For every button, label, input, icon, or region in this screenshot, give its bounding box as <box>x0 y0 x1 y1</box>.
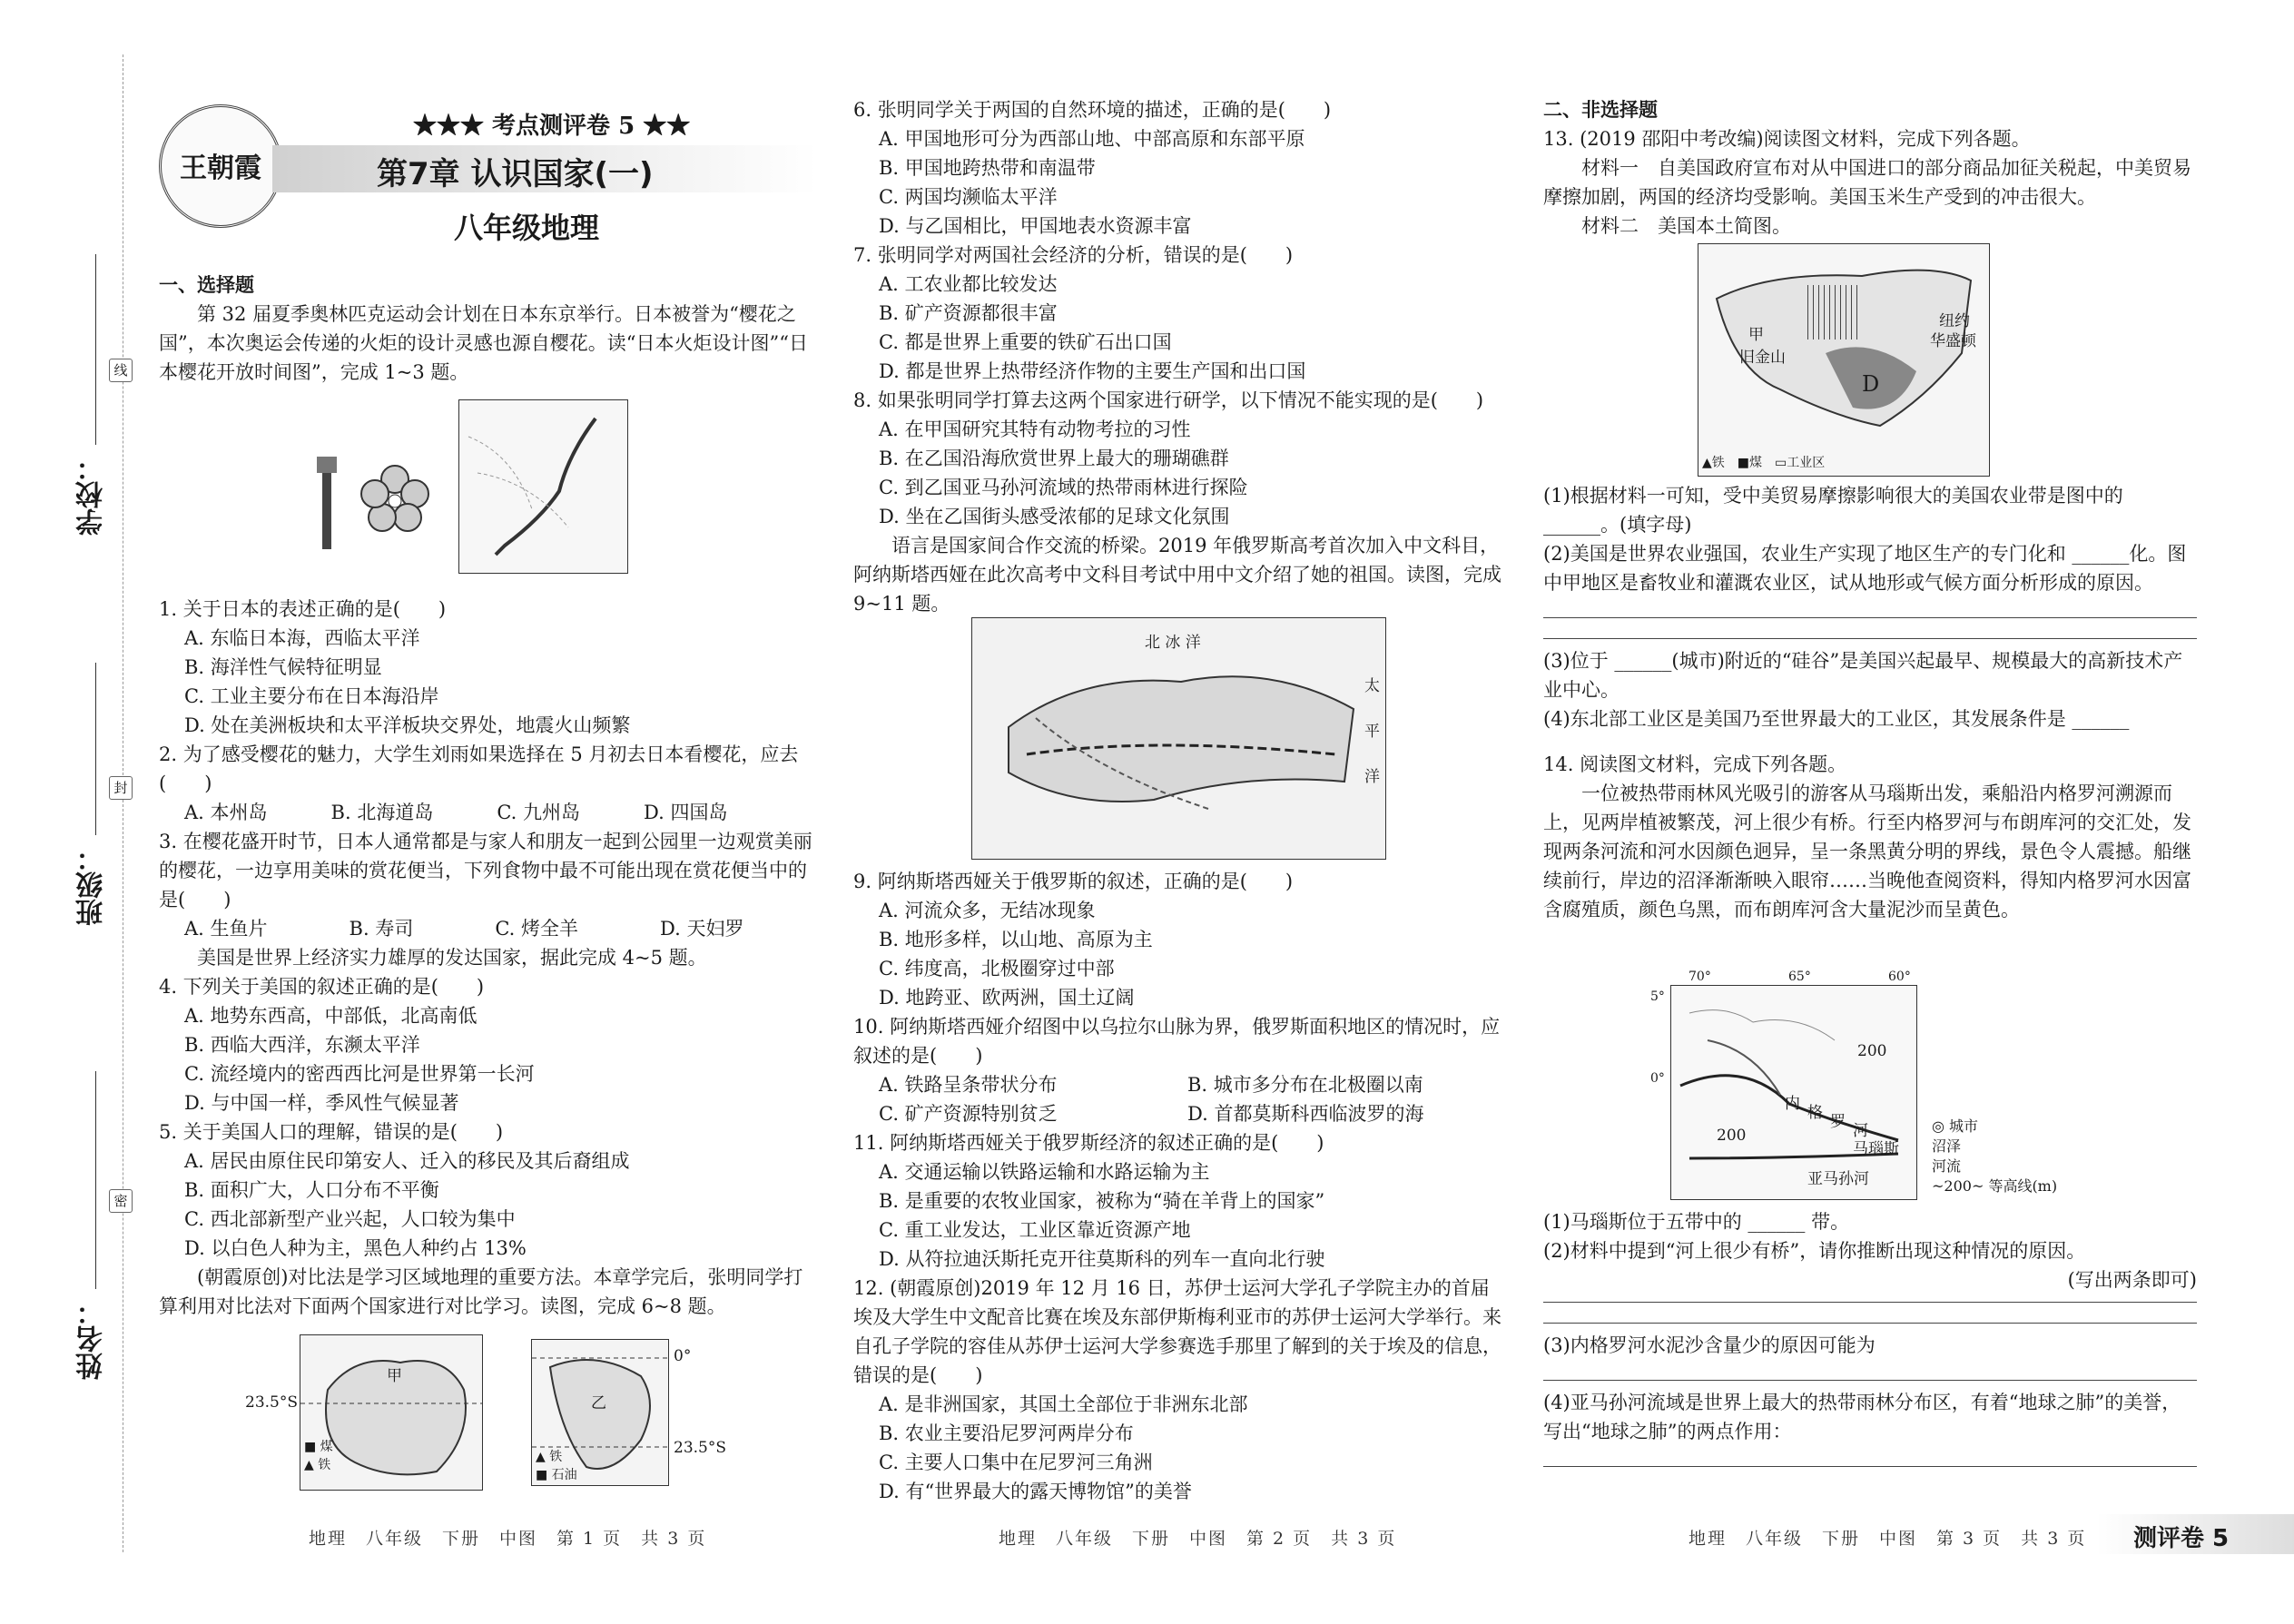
logo-text: 王朝霞 <box>180 153 261 184</box>
series-title: ★★★ 考点测评卷 5 ★★ <box>413 113 691 140</box>
q7-a[interactable]: A. 工农业都比较发达 <box>879 273 1058 295</box>
column-1-questions <box>159 595 812 1321</box>
label-pacific-2: 平 <box>1364 723 1380 741</box>
test-badge <box>2097 1514 2294 1554</box>
am-lat-0: 0° <box>1650 1071 1665 1086</box>
class-label: 班级： <box>76 844 108 926</box>
q6-c[interactable]: C. 两国均濒临太平洋 <box>879 186 1058 208</box>
q1-d[interactable]: D. 处在美洲板块和太平洋板块交界处，地震火山频繁 <box>184 714 631 736</box>
seal-secret: 密 <box>109 1189 133 1213</box>
answer-line[interactable] <box>1543 638 2197 639</box>
column-2 <box>853 95 1507 618</box>
q14-2-note: (写出两条即可) <box>2067 1269 2197 1291</box>
q5-a[interactable]: A. 居民由原住民印第安人、迁入的移民及其后裔组成 <box>184 1150 630 1172</box>
q10-options <box>853 1070 1507 1128</box>
section-nonchoice: 二、非选择题 <box>1543 98 1658 121</box>
q13-2: (2)美国是世界农业强国，农业生产实现了地区生产的专门化和 ______化。图中甲地区是畜牧业和灌溉农业区，试从地形或气候方面分析形成的原因。 <box>1543 543 2187 594</box>
footer-page-3: 地理 八年级 下册 中图 第 3 页 共 3 页 <box>1689 1529 2087 1549</box>
sakura-figure <box>359 463 431 536</box>
q1-b[interactable]: B. 海洋性气候特征明显 <box>184 656 382 678</box>
am-river-1: 内 <box>1785 1095 1800 1113</box>
label-pacific-1: 太 <box>1364 677 1380 695</box>
q1-a[interactable]: A. 东临日本海，西临太平洋 <box>184 627 420 649</box>
q14-3: (3)内格罗河水泥沙含量少的原因可能为 <box>1543 1334 1876 1356</box>
q3-b[interactable]: B. 寿司 <box>349 918 414 940</box>
usa-ny: 纽约 <box>1939 312 1970 330</box>
am-river-4: 河 <box>1853 1122 1868 1140</box>
lat-right: 23.5°S <box>674 1439 726 1457</box>
column-3-q13 <box>1543 481 2197 924</box>
q14-1: (1)马瑙斯位于五带中的 ______ 带。 <box>1543 1211 1850 1233</box>
q7: 7. 张明同学对两国社会经济的分析，错误的是( ) <box>853 244 1294 266</box>
q6-b[interactable]: B. 甲国地跨热带和南温带 <box>879 157 1096 179</box>
test-badge-label: 测评卷 5 <box>2133 1525 2230 1552</box>
column-3-q14 <box>1543 1207 2197 1474</box>
column-2-lower <box>853 867 1507 1506</box>
intro-russia: 语言是国家间合作交流的桥梁。2019 年俄罗斯高考首次加入中文科目，阿纳斯塔西娅在此次高考中文科目考试中用中文介绍了她的祖国。读图，完成 9~11 题。 <box>853 535 1501 615</box>
q4-d[interactable]: D. 与中国一样，季风性气候显著 <box>184 1092 459 1114</box>
section-choice: 一、选择题 <box>159 273 254 296</box>
q12-b[interactable]: B. 农业主要沿尼罗河两岸分布 <box>879 1422 1134 1444</box>
q10: 10. 阿纳斯塔西娅介绍图中以乌拉尔山脉为界，俄罗斯面积地区的情况时，应叙述的是( ) <box>853 1016 1501 1067</box>
am-manaus: 马瑙斯 <box>1853 1140 1899 1158</box>
zero-lat: 0° <box>674 1347 692 1365</box>
q11-a[interactable]: A. 交通运输以铁路运输和水路运输为主 <box>879 1161 1210 1183</box>
brazil-map <box>531 1339 669 1486</box>
amazon-map <box>1670 985 1917 1200</box>
am-contour-2: 200 <box>1857 1042 1887 1060</box>
chapter-title: 第7章 认识国家(一) <box>377 156 654 192</box>
school-blank <box>95 254 96 445</box>
label-pacific-3: 洋 <box>1364 768 1380 786</box>
footer-page-1: 地理 八年级 下册 中图 第 1 页 共 3 页 <box>309 1529 707 1549</box>
q1-c[interactable]: C. 工业主要分布在日本海沿岸 <box>184 685 439 707</box>
q14-2: (2)材料中提到“河上很少有桥”，请你推断出现这种情况的原因。 <box>1543 1240 2086 1262</box>
label-arctic: 北 冰 洋 <box>1145 634 1201 652</box>
map-jia: 甲 <box>387 1367 402 1385</box>
answer-line[interactable] <box>1543 1302 2197 1303</box>
q6-d[interactable]: D. 与乙国相比，甲国地表水资源丰富 <box>879 215 1192 237</box>
q8-d[interactable]: D. 坐在乙国街头感受浓郁的足球文化氛围 <box>879 506 1230 527</box>
q3-d[interactable]: D. 天妇罗 <box>660 918 744 940</box>
q14: 14. 阅读图文材料，完成下列各题。 <box>1543 753 1847 775</box>
q9-b[interactable]: B. 地形多样，以山地、高原为主 <box>879 929 1153 950</box>
q13: 13. (2019 邵阳中考改编)阅读图文材料，完成下列各题。 <box>1543 128 2031 150</box>
q3-options <box>159 914 812 943</box>
q14-passage: 一位被热带雨林风光吸引的游客从马瑙斯出发，乘船沿内格罗河溯源而上，见两岸植被繁茂，河上很少有桥。行至内格罗河与布朗库河的交汇处，发现两条河流和河水因颜色迥异，呈一条黑黄分明的界线，景色令人震撼。船继续前行，岸边的沼泽渐渐映入眼帘……当晚他查阅资料，得知内格罗河水因富含腐殖质，颜色乌黑，而布朗库河含大量泥沙而呈黄色。 <box>1543 782 2191 920</box>
q2-b[interactable]: B. 北海道岛 <box>330 802 434 823</box>
column-3 <box>1543 95 2197 241</box>
q3-c[interactable]: C. 烤全羊 <box>495 918 578 940</box>
footer-page-2: 地理 八年级 下册 中图 第 2 页 共 3 页 <box>999 1529 1397 1549</box>
q10-a[interactable]: A. 铁路呈条带状分布 <box>879 1074 1058 1096</box>
subject-title: 八年级地理 <box>454 211 600 245</box>
lat-left: 23.5°S <box>245 1393 298 1412</box>
intro-1: 第 32 届夏季奥林匹克运动会计划在日本东京举行。日本被誉为“樱花之国”，本次奥运会传递的火炬的设计灵感也源自樱花。读“日本火炬设计图”“日本樱花开放时间图”，完成 1~3 题。 <box>159 303 808 383</box>
q5-b[interactable]: B. 面积广大，人口分布不平衡 <box>184 1179 439 1201</box>
q2-a[interactable]: A. 本州岛 <box>184 802 268 823</box>
q2-c[interactable]: C. 九州岛 <box>497 802 580 823</box>
q5-d[interactable]: D. 以白色人种为主，黑色人种约占 13% <box>184 1237 527 1259</box>
name-label: 姓名： <box>76 1298 108 1380</box>
torch-figure <box>313 449 340 558</box>
q9-d[interactable]: D. 地跨亚、欧两洲，国土辽阔 <box>879 987 1135 1009</box>
name-blank <box>95 1071 96 1289</box>
q11-c[interactable]: C. 重工业发达，工业区靠近资源产地 <box>879 1219 1191 1241</box>
usa-map <box>1698 243 1990 477</box>
q3: 3. 在樱花盛开时节，日本人通常都是与家人和朋友一起到公园里一边观赏美丽的樱花，一边享用美味的赏花便当，下列食物中最不可能出现在赏花便当中的是( ) <box>159 831 812 910</box>
q11: 11. 阿纳斯塔西娅关于俄罗斯经济的叙述正确的是( ) <box>853 1132 1324 1154</box>
q4: 4. 下列关于美国的叙述正确的是( ) <box>159 976 485 998</box>
answer-line[interactable] <box>1543 1380 2197 1381</box>
australia-map <box>300 1334 483 1491</box>
q4-b[interactable]: B. 西临大西洋，东濒太平洋 <box>184 1034 420 1056</box>
seal-line: 线 <box>109 359 133 382</box>
am-contour-1: 200 <box>1717 1127 1747 1145</box>
q4-a[interactable]: A. 地势东西高，中部低，北高南低 <box>184 1005 478 1027</box>
am-river-2: 格 <box>1807 1104 1823 1122</box>
answer-line[interactable] <box>1543 1466 2197 1467</box>
q13-1: (1)根据材料一可知，受中美贸易摩擦影响很大的美国农业带是图中的 ______。(填字母) <box>1543 485 2123 536</box>
q13-material-2: 材料二 美国本土简图。 <box>1581 215 1791 237</box>
q8-b[interactable]: B. 在乙国沿海欣赏世界上最大的珊瑚礁群 <box>879 448 1229 469</box>
am-river-3: 罗 <box>1830 1113 1846 1131</box>
q13-4: (4)东北部工业区是美国乃至世界最大的工业区，其发展条件是 ______ <box>1543 708 2130 730</box>
school-label: 学校： <box>76 454 108 536</box>
japan-sakura-map <box>458 399 628 574</box>
q8: 8. 如果张明同学打算去这两个国家进行研学，以下情况不能实现的是( ) <box>853 389 1484 411</box>
q13-3: (3)位于 ______(城市)附近的“硅谷”是美国兴起最早、规模最大的高新技术产业中心。 <box>1543 650 2183 701</box>
am-legend: ◎ 城市 沼泽 河流 ~200~ 等高线(m) <box>1932 1117 2058 1195</box>
usa-jia: 甲 <box>1748 326 1764 344</box>
q4-c[interactable]: C. 流经境内的密西西比河是世界第一长河 <box>184 1063 535 1085</box>
q6: 6. 张明同学关于两国的自然环境的描述，正确的是( ) <box>853 99 1332 121</box>
q11-d[interactable]: D. 从符拉迪沃斯托克开往莫斯科的列车一直向北行驶 <box>879 1248 1325 1270</box>
q3-a[interactable]: A. 生鱼片 <box>184 918 268 940</box>
q8-a[interactable]: A. 在甲国研究其特有动物考拉的习性 <box>879 418 1191 440</box>
seal-seal: 封 <box>109 776 133 800</box>
q9-a[interactable]: A. 河流众多，无结冰现象 <box>879 900 1096 921</box>
q14-4: (4)亚马孙河流域是世界上最大的热带雨林分布区，有着“地球之肺”的美誉，写出“地球之肺”的两点作用： <box>1543 1392 2181 1442</box>
intro-2: 美国是世界上经济实力雄厚的发达国家，据此完成 4~5 题。 <box>197 947 707 969</box>
q6-a[interactable]: A. 甲国地形可分为西部山地、中部高原和东部平原 <box>879 128 1305 150</box>
brand-logo <box>159 104 282 228</box>
map-yi: 乙 <box>591 1394 606 1412</box>
usa-legend: ▲铁 ■煤 ▭工业区 <box>1702 456 1826 470</box>
am-amazon: 亚马孙河 <box>1807 1170 1869 1188</box>
q1: 1. 关于日本的表述正确的是( ) <box>159 598 447 620</box>
usa-dc: 华盛顿 <box>1930 332 1976 350</box>
answer-line[interactable] <box>1543 617 2197 618</box>
q5: 5. 关于美国人口的理解，错误的是( ) <box>159 1121 504 1143</box>
q9: 9. 阿纳斯塔西娅关于俄罗斯的叙述，正确的是( ) <box>853 871 1294 892</box>
q12: 12. (朝霞原创)2019 年 12 月 16 日，苏伊士运河大学孔子学院主办的首届埃及大学生中文配音比赛在埃及东部伊斯梅利亚市的苏伊士运河大学举行。来自孔子学院的容佳从苏伊士运河大学参赛选手那里了解到的关于埃及的信息，错误的是( ) <box>853 1277 1501 1386</box>
q10-d[interactable]: D. 首都莫斯科西临波罗的海 <box>1187 1103 1424 1125</box>
answer-line[interactable] <box>1543 1323 2197 1324</box>
q12-a[interactable]: A. 是非洲国家，其国土全部位于非洲东北部 <box>879 1393 1248 1415</box>
q12-d[interactable]: D. 有“世界最大的露天博物馆”的美誉 <box>879 1481 1192 1502</box>
q12-c[interactable]: C. 主要人口集中在尼罗河三角洲 <box>879 1452 1153 1473</box>
q8-c[interactable]: C. 到乙国亚马孙河流域的热带雨林进行探险 <box>879 477 1248 498</box>
q10-c[interactable]: C. 矿产资源特别贫乏 <box>879 1103 1058 1125</box>
q11-b[interactable]: B. 是重要的农牧业国家，被称为“骑在羊背上的国家” <box>879 1190 1325 1212</box>
legend-right: ▲ 铁 ■ 石油 <box>536 1450 577 1482</box>
usa-sf: 旧金山 <box>1739 349 1786 367</box>
q2-d[interactable]: D. 四国岛 <box>644 802 728 823</box>
russia-map <box>971 617 1386 860</box>
legend-left: ■ 煤 ▲ 铁 <box>304 1440 333 1472</box>
q13-material-1: 材料一 自美国政府宣布对从中国进口的部分商品加征关税起，中美贸易摩擦加剧，两国的经济均受影响。美国玉米生产受到的冲击很大。 <box>1543 157 2191 208</box>
q7-b[interactable]: B. 矿产资源都很丰富 <box>879 302 1058 324</box>
q2-options <box>159 798 812 827</box>
q9-c[interactable]: C. 纬度高，北极圈穿过中部 <box>879 958 1115 979</box>
class-blank <box>95 663 96 835</box>
q5-c[interactable]: C. 西北部新型产业兴起，人口较为集中 <box>184 1208 516 1230</box>
column-1 <box>159 271 812 387</box>
q10-b[interactable]: B. 城市多分布在北极圈以南 <box>1187 1074 1423 1096</box>
q2: 2. 为了感受樱花的魅力，大学生刘雨如果选择在 5 月初去日本看樱花，应去( ) <box>159 743 799 794</box>
am-lat-5: 5° <box>1650 989 1665 1004</box>
q7-c[interactable]: C. 都是世界上重要的铁矿石出口国 <box>879 331 1172 353</box>
usa-d: D <box>1862 371 1880 397</box>
intro-3: (朝霞原创)对比法是学习区域地理的重要方法。本章学完后，张明同学打算利用对比法对下面两个国家进行对比学习。读图，完成 6~8 题。 <box>159 1266 803 1317</box>
q7-d[interactable]: D. 都是世界上热带经济作物的主要生产国和出口国 <box>879 360 1306 382</box>
